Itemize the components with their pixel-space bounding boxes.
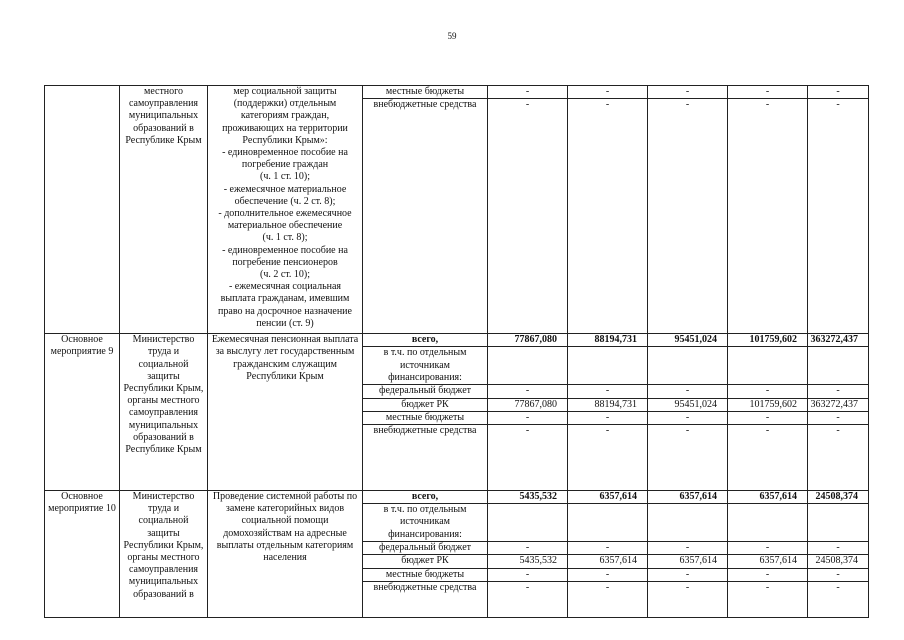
amount-cell: - — [488, 411, 568, 424]
amount-cell — [808, 347, 869, 385]
funding-source-label: в т.ч. по отдельным источникам финансирования: — [363, 504, 488, 542]
amount-cell: - — [648, 425, 728, 491]
table-body — [45, 86, 869, 618]
amount-cell: - — [488, 568, 568, 581]
amount-cell: - — [568, 542, 648, 555]
executor-cell: Министерство труда и социальной защиты Республики Крым, органы местного самоуправления муниципальных образований в Республике Крым — [120, 334, 208, 491]
description-line: право на досрочное назначение — [218, 305, 352, 317]
amount-cell: 95451,024 — [648, 334, 728, 347]
amount-cell: 24508,374 — [808, 491, 869, 504]
amount-cell: - — [648, 542, 728, 555]
activity-number-cell: Основное мероприятие 10 — [45, 491, 120, 618]
amount-cell: - — [808, 425, 869, 491]
amount-cell — [648, 347, 728, 385]
description-line: - ежемесячное материальное — [223, 183, 347, 195]
description-line: (поддержки) отдельным — [233, 98, 337, 110]
amount-cell: - — [808, 411, 869, 424]
amount-cell: - — [728, 86, 808, 99]
amount-cell: - — [808, 86, 869, 99]
amount-cell: - — [808, 542, 869, 555]
amount-cell: - — [808, 99, 869, 334]
amount-cell: - — [728, 411, 808, 424]
amount-cell: - — [648, 568, 728, 581]
amount-cell: - — [568, 86, 648, 99]
description-line: погребение граждан — [241, 159, 329, 171]
amount-cell — [488, 347, 568, 385]
page-number: 59 — [447, 31, 457, 41]
activity-number-cell: Основное мероприятие 9 — [45, 334, 120, 491]
description-line: - ежемесячная социальная — [228, 281, 342, 293]
funding-source-label: всего, — [363, 491, 488, 504]
amount-cell — [568, 504, 648, 542]
funding-source-label: местные бюджеты — [363, 86, 488, 99]
amount-cell: - — [568, 411, 648, 424]
executor-cell: местного самоуправления муниципальных образований в Республике Крым — [120, 86, 208, 334]
funding-source-label: федеральный бюджет — [363, 542, 488, 555]
description-line: категориям граждан, — [240, 110, 330, 122]
amount-cell: 6357,614 — [728, 555, 808, 568]
description-line: - единовременное пособие на — [222, 244, 348, 256]
amount-cell: - — [568, 568, 648, 581]
amount-cell: 101759,602 — [728, 398, 808, 411]
table-row — [45, 86, 869, 99]
amount-cell: - — [808, 385, 869, 398]
amount-cell — [488, 504, 568, 542]
financing-table — [44, 85, 869, 618]
amount-cell — [648, 504, 728, 542]
description-line: (ч. 2 ст. 10); — [259, 269, 311, 281]
amount-cell: 77867,080 — [488, 334, 568, 347]
amount-cell: - — [568, 425, 648, 491]
amount-cell — [808, 504, 869, 542]
description-line: Республики Крым»: — [242, 134, 328, 146]
funding-source-label: внебюджетные средства — [363, 99, 488, 334]
amount-cell: 6357,614 — [568, 555, 648, 568]
activity-number-cell — [45, 86, 120, 334]
amount-cell — [568, 347, 648, 385]
funding-source-label: бюджет РК — [363, 398, 488, 411]
funding-source-label: внебюджетные средства — [363, 425, 488, 491]
amount-cell: 77867,080 — [488, 398, 568, 411]
amount-cell: - — [568, 581, 648, 617]
description-line: погребение пенсионеров — [232, 256, 338, 268]
amount-cell: - — [808, 581, 869, 617]
amount-cell: 363272,437 — [808, 334, 869, 347]
description-line: проживающих на территории — [222, 122, 348, 134]
amount-cell: - — [728, 581, 808, 617]
activity-description-cell: Проведение системной работы по замене категорийных видов социальной помощи домохозяйствам на адресные выплаты отдельным категориям населения — [208, 491, 363, 618]
description-line: мер социальной защиты — [233, 86, 337, 97]
description-line: (ч. 1 ст. 8); — [262, 232, 308, 244]
table-row — [45, 491, 869, 504]
amount-cell: 363272,437 — [808, 398, 869, 411]
funding-source-label: федеральный бюджет — [363, 385, 488, 398]
amount-cell: - — [648, 411, 728, 424]
amount-cell: - — [728, 99, 808, 334]
amount-cell: - — [728, 425, 808, 491]
amount-cell: 88194,731 — [568, 398, 648, 411]
activity-description-cell: Ежемесячная пенсионная выплата за выслугу лет государственным гражданским служащим Республики Крым — [208, 334, 363, 491]
amount-cell — [728, 504, 808, 542]
amount-cell: - — [488, 425, 568, 491]
amount-cell: - — [728, 542, 808, 555]
amount-cell: - — [648, 385, 728, 398]
amount-cell: - — [648, 86, 728, 99]
description-line: материальное обеспечение — [227, 220, 343, 232]
funding-source-label: в т.ч. по отдельным источникам финансирования: — [363, 347, 488, 385]
amount-cell: 6357,614 — [648, 491, 728, 504]
amount-cell: - — [648, 99, 728, 334]
amount-cell: - — [648, 581, 728, 617]
amount-cell: - — [568, 385, 648, 398]
funding-source-label: бюджет РК — [363, 555, 488, 568]
amount-cell: - — [488, 99, 568, 334]
amount-cell: - — [488, 385, 568, 398]
funding-source-label: местные бюджеты — [363, 568, 488, 581]
amount-cell: - — [808, 568, 869, 581]
amount-cell: - — [488, 581, 568, 617]
description-line: - единовременное пособие на — [222, 147, 348, 159]
amount-cell: 88194,731 — [568, 334, 648, 347]
funding-source-label: всего, — [363, 334, 488, 347]
amount-cell: - — [488, 86, 568, 99]
funding-source-label: местные бюджеты — [363, 411, 488, 424]
amount-cell: 95451,024 — [648, 398, 728, 411]
executor-cell: Министерство труда и социальной защиты Республики Крым, органы местного самоуправления муниципальных образований в — [120, 491, 208, 618]
amount-cell: 6357,614 — [648, 555, 728, 568]
amount-cell: 101759,602 — [728, 334, 808, 347]
funding-source-label: внебюджетные средства — [363, 581, 488, 617]
amount-cell: 5435,532 — [488, 555, 568, 568]
amount-cell — [728, 347, 808, 385]
description-line: (ч. 1 ст. 10); — [259, 171, 311, 183]
amount-cell: 6357,614 — [568, 491, 648, 504]
description-line: пенсии (ст. 9) — [256, 317, 314, 329]
description-line: - дополнительное ежемесячное — [218, 208, 352, 220]
activity-description-cell — [208, 86, 363, 334]
table-row — [45, 334, 869, 347]
amount-cell: - — [728, 385, 808, 398]
amount-cell: - — [568, 99, 648, 334]
amount-cell: - — [488, 542, 568, 555]
amount-cell: - — [728, 568, 808, 581]
description-line: обеспечение (ч. 2 ст. 8); — [234, 195, 336, 207]
amount-cell: 24508,374 — [808, 555, 869, 568]
description-line: выплата гражданам, имевшим — [220, 293, 350, 305]
amount-cell: 6357,614 — [728, 491, 808, 504]
amount-cell: 5435,532 — [488, 491, 568, 504]
